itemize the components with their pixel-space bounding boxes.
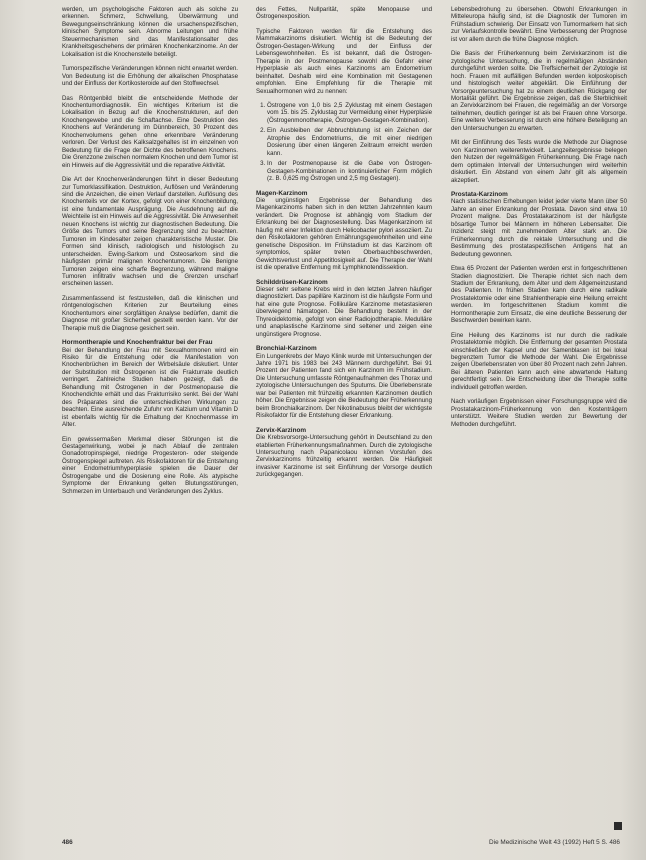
section-heading: Zervix-Karzinom xyxy=(256,426,307,434)
list-item: 3. In der Postmenopause ist die Gabe von Östrogen-Gestagen-Kombinationen in kontinuierlicher Form möglich (z. B. 0,625 mg Östrogen und 2,5 mg Gestagen). xyxy=(267,160,432,182)
paragraph: Dieser sehr seltene Krebs wird in den letzten Jahren häufiger diagnostiziert. Das papilläre Karzinom ist die häufigste Form und hat eine gute Prognose. Follikuläre Karzinome metastasieren überwiegend hämatogen. Die Behandlung besteht in der Thyreoidektomie, gefolgt von einer Radiojodtherapie. Medulläre und anaplastische Karzinome sind seltener und zeigen eine ungünstigere Prognose. xyxy=(256,285,432,338)
numbered-list xyxy=(256,102,432,183)
paragraph: Nach statistischen Erhebungen leidet jeder vierte Mann über 50 Jahre an einer Erkrankung der Prostata. Davon sind etwa 10 Prozent maligne. Das Prostatakarzinom ist der häufigste bösartige Tumor bei Männern im höheren Lebensalter. Die Inzidenz steigt mit zunehmendem Alter stark an. Die Früherkennung durch die rektale Untersuchung und die Bestimmung des prostataspezifischen Antigens hat an Bedeutung gewonnen. xyxy=(451,198,627,258)
list-item: 1. Östrogene von 1,0 bis 2,5 Zyklustag mit einem Gestagen vom 15. bis 25. Zyklustag zur Vermeidung einer Hyperplasie (Östrogenmonotherapie, Östrogen-Gestagen-Kombination). xyxy=(267,102,432,124)
paragraph: Die Basis der Früherkennung beim Zervixkarzinom ist die zytologische Untersuchung, die in regelmäßigen Abständen durchgeführt werden sollte. Die Treffsicherheit der Zytologie ist hoch. Frauen mit auffälligen Befunden werden kolposkopisch und histologisch weiter abgeklärt. Die Einführung der Vorsorgeuntersuchung hat zu einem deutlichen Rückgang der Mortalität geführt. Die Ergebnisse zeigen, daß die Sterblichkeit an Zervixkarzinom bei Frauen, die regelmäßig an der Vorsorge teilnehmen, deutlich geringer ist als bei Frauen ohne Vorsorge. Eine weitere Verbesserung ist durch eine höhere Beteiligung an den Untersuchungen zu erwarten. xyxy=(451,50,627,132)
paragraph: Ein Lungenkrebs der Mayo Klinik wurde mit Untersuchungen der Jahre 1971 bis 1983 bei 243 Männern durchgeführt. Bei 91 Prozent der Patienten fand sich ein Karzinom im Frühstadium. Die Untersuchung umfasste Röntgenaufnahmen des Thorax und zytologische Untersuchungen des Sputums. Die Überlebensrate war bei Patienten mit frühzeitig erkannten Karzinomen deutlich höher. Die Ergebnisse zeigen die Bedeutung der Früherkennung beim Bronchialkarzinom. Der Nikotinabusus bleibt der wichtigste Risikofaktor für die Entstehung dieser Erkrankung. xyxy=(256,352,432,420)
paragraph: Typische Faktoren werden für die Entstehung des Mammakarzinoms diskutiert. Wichtig ist die Bedeutung der Östrogen-Gestagen-Wirkung und der Einfluss der Lebensgewohnheiten. Es ist bekannt, daß die Östrogen-Therapie in der Postmenopause sowohl die Gefahr einer Hyperplasie als auch eines Karzinoms am Endometrium beinhaltet. Deshalb wird eine Kombination mit Gestagenen empfohlen. Eine Empfehlung für die Therapie mit Sexualhormonen wird zu nennen: xyxy=(256,27,432,95)
section-heading: Schilddrüsen-Karzinom xyxy=(256,278,328,286)
paragraph: Die Art der Knochenveränderungen führt in dieser Bedeutung zur Tumorklassifikation. Destruktion, Auflösen und Veränderung sind die Anzeichen, die einen Verlauf darstellen. Auflösung des Knochenteils vor der Kortex, gefolgt von einer Knochenbildung, ist eine fundamentale Ausprägung. Die Ausdehnung auf die Weichteile ist ein Hinweis auf die Aggressivität. Die Anwesenheit neuen Knochens ist wichtig zur diagnostischen Bedeutung. Die Größe des Tumors und seine Begrenzung sind zu beachten. Tumoren im Kindesalter zeigen charakteristische Muster. Die Formen sind klinisch, radiologisch und histologisch zu unterscheiden. Ewing-Sarkom und Osteosarkom sind die häufigsten primär malignen Knochentumoren. Die Benigne Tumoren zeigen eine scharfe Begrenzung, während maligne Tumoren infiltrativ wachsen und die Grenzen unscharf erscheinen lassen. xyxy=(62,176,238,288)
paragraph: Bei der Behandlung der Frau mit Sexualhormonen wird ein Risiko für die Entstehung oder die Manifestation von Knochenbrüchen im Bereich der Wirbelsäule diskutiert. Unter der Substitution mit Östrogenen ist die Frakturrate deutlich verringert. Zahlreiche Studien haben gezeigt, daß die Behandlung mit Östrogenen in der Postmenopause die Knochendichte erhält und das Frakturrisiko senkt. Bei der Wahl des Präparates sind die unterschiedlichen Wirkungen zu beachten. Eine ausreichende Zufuhr von Kalzium und Vitamin D ist ebenfalls wichtig für die Erhaltung der Knochenmasse im Alter. xyxy=(62,346,238,429)
text-column-left xyxy=(62,6,238,502)
section-heading: Hormontherapie und Knochenfraktur bei der Frau xyxy=(62,339,213,347)
paragraph: Die ungünstigen Ergebnisse der Behandlung des Magenkarzinoms haben sich in den letzten Jahrzehnten kaum verändert. Die Prognose ist abhängig vom Stadium der Erkrankung bei der Diagnosestellung. Das Magenkarzinom ist häufig mit einer Infektion durch Helicobacter pylori assoziiert. Zu den Risikofaktoren gehören Ernährungsgewohnheiten und eine genetische Disposition. Im Frühstadium ist das Karzinom oft symptomlos, später treten Oberbauchbeschwerden, Gewichtsverlust und Appetitlosigkeit auf. Die Therapie der Wahl ist die operative Entfernung mit Lymphknotendissektion. xyxy=(256,196,432,272)
text-column-right xyxy=(451,6,627,435)
paragraph: Etwa 65 Prozent der Patienten werden erst in fortgeschrittenen Stadien diagnostiziert. Die Therapie richtet sich nach dem Stadium der Erkrankung, dem Alter und dem Allgemeinzustand des Patienten. In frühen Stadien kann durch eine radikale Prostatektomie oder eine Strahlentherapie eine Heilung erreicht werden. Im fortgeschrittenen Stadium kommt die Hormontherapie zum Einsatz, die eine deutliche Besserung der Beschwerden bewirken kann. xyxy=(451,265,627,325)
paragraph: des Fettes, Nullparität, späte Menopause und Östrogenexposition. xyxy=(256,6,432,21)
paragraph: Nach vorläufigen Ergebnissen einer Forschungsgruppe wird die Prostatakarzinom-Früherkennung von den Kostenträgern unterstützt. Weitere Studien werden zur Bewertung der Methoden durchgeführt. xyxy=(451,398,627,428)
paragraph: Zusammenfassend ist festzustellen, daß die klinischen und röntgenologischen Kriterien zur Beurteilung eines Knochentumors einer sorgfältigen Analyse bedürfen, damit die Diagnose mit großer Sicherheit gestellt werden kann. Vor der Therapie muß die Diagnose gesichert sein. xyxy=(62,294,238,332)
paragraph: Tumorspezifische Veränderungen können nicht erwartet werden. Von Bedeutung ist die Erhöhung der alkalischen Phosphatase und der Einfluss der Kortikosteroide auf den Stoffwechsel. xyxy=(62,65,238,88)
page-number: 486 xyxy=(62,839,73,846)
paragraph: Das Röntgenbild bleibt die entscheidende Methode der Knochentumordiagnostik. Ein wichtiges Kriterium ist die Lokalisation in Bezug auf die Knochenstrukturen, auf den Knochengewebe und die Schaftachse. Eine Destruktion des Knochens auf Veränderung im Dünnbereich, 30 Prozent des Knochenvolumens gehen ohne erkennbare Veränderung verloren. Der Verlust des Kalksalzgehaltes ist im einzelnen von Bedeutung für die Frage der Dichte des betroffenen Knochens. Die Grenzzone zwischen normalem Knochen und dem Tumor ist ein Hinweis auf die Aggressivität und die reparative Aktivität. xyxy=(62,94,238,169)
section-heading: Magen-Karzinom xyxy=(256,189,308,197)
paragraph: Lebensbedrohung zu übersehen. Obwohl Erkrankungen in Mitteleuropa häufig sind, ist die Diagnostik der Tumoren im Frühstadium schwierig. Der Einsatz von Tumormarkern hat sich zur Verlaufskontrolle bewährt. Eine Verbesserung der Prognose ist vor allem durch die frühe Diagnose möglich. xyxy=(451,6,627,43)
paragraph: Ein gewissermaßen Merkmal dieser Störungen ist die Gestagenwirkung, wobei je nach Ablauf die zentralen Gonadotropinspiegel, niedrige Progesteron- oder steigende Östrogenspiegel auftreten. Als Risikofaktoren für die Entstehung einer Endometriumhyperplasie spielen die Dauer der Östrogengabe und die Dosierung eine Rolle. Als atypische Symptome der Erkrankung gelten Blutungsstörungen, Schmerzen im Unterbauch und Veränderungen des Zyklus. xyxy=(62,435,238,495)
list-item: 2. Ein Ausbleiben der Abbruchblutung ist ein Zeichen der Atrophie des Endometriums, die mit einer niedrigen Dosierung über einen längeren Zeitraum erreicht werden kann. xyxy=(267,127,432,157)
section-heading: Prostata-Karzinom xyxy=(451,190,508,198)
journal-footer: Die Medizinische Welt 43 (1992) Heft 5 S. 486 xyxy=(489,839,620,846)
paragraph: Eine Heilung des Karzinoms ist nur durch die radikale Prostatektomie möglich. Die Entfernung der gesamten Prostata einschließlich der Kapsel und der Samenblasen ist bei lokal begrenztem Tumor die Methode der Wahl. Die Ergebnisse zeigen Überlebensraten von über 80 Prozent nach zehn Jahren. Bei älteren Patienten kann auch eine abwartende Haltung gerechtfertigt sein. Die Entscheidung über die Therapie sollte individuell getroffen werden. xyxy=(451,331,627,391)
text-column-middle xyxy=(256,6,432,486)
paragraph: Mit der Einführung des Tests wurde die Methode zur Diagnose von Karzinomen weiterentwickelt. Langzeitergebnisse belegen den Nutzen der regelmäßigen Früherkennung. Die Frage nach dem optimalen Intervall der Untersuchungen wird weiterhin diskutiert. Ein Abstand von einem Jahr gilt als allgemein akzeptiert. xyxy=(451,139,627,184)
paragraph: Die Krebsvorsorge-Untersuchung gehört in Deutschland zu den etablierten Früherkennungsmaßnahmen. Durch die zytologische Untersuchung nach Papanicolaou können Vorstufen des Zervixkarzinoms frühzeitig erkannt werden. Die Häufigkeit invasiver Karzinome ist seit Einführung der Vorsorge deutlich zurückgegangen. xyxy=(256,434,432,479)
end-of-article-mark xyxy=(614,822,622,830)
section-heading: Bronchial-Karzinom xyxy=(256,345,317,353)
paragraph: werden, um psychologische Faktoren auch als solche zu erkennen. Schmerz, Schwellung, Überwärmung und Bewegungseinschränkung können die ursachenspezifischen, klinischen Symptome sein. Abnorme Leitungen und frühe Steuermechanismen sind das Manifestationsalter des Krankheitsgeschehens der primären Knochenkarzinome. An der Lokalisation ist die Knochenstelle beteiligt. xyxy=(62,6,238,58)
